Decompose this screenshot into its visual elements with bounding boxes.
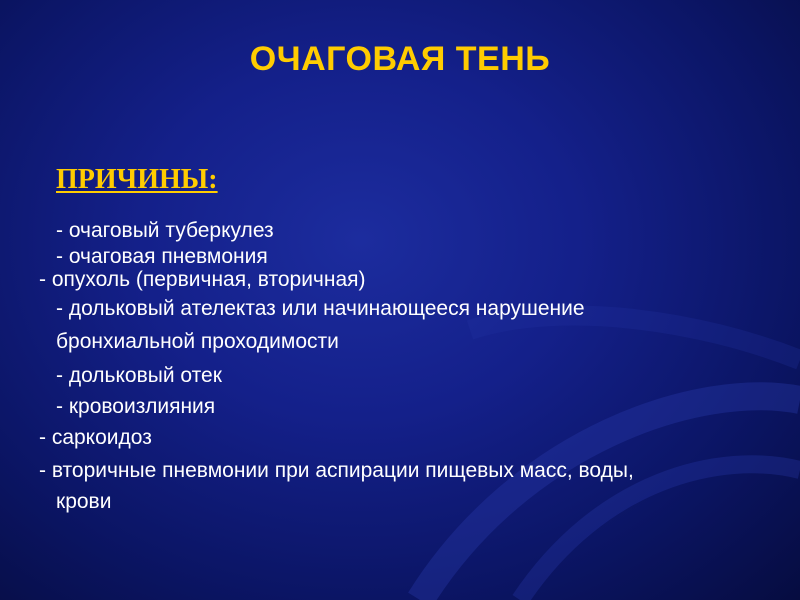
list-item: - очаговый туберкулез: [56, 219, 274, 242]
list-item: - дольковый отек: [56, 364, 222, 387]
list-item: - дольковый ателектаз или начинающееся нарушение: [56, 297, 585, 320]
list-item: - очаговая пневмония: [56, 245, 268, 268]
list-item-continuation: крови: [56, 490, 112, 513]
list-item: - кровоизлияния: [56, 395, 216, 418]
causes-heading: ПРИЧИНЫ:: [56, 164, 218, 195]
list-item: - вторичные пневмонии при аспирации пищевых масс, воды,: [39, 459, 634, 482]
list-item: - саркоидоз: [39, 426, 152, 449]
slide-title: ОЧАГОВАЯ ТЕНЬ: [249, 40, 551, 78]
list-item: - опухоль (первичная, вторичная): [39, 268, 366, 291]
list-item-continuation: бронхиальной проходимости: [56, 330, 339, 353]
